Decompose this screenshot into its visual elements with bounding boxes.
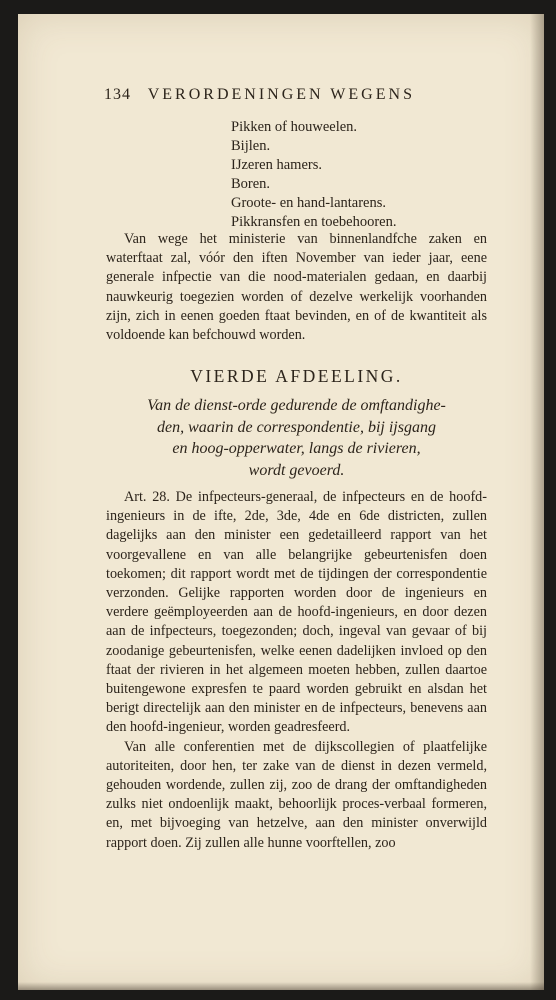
- list-item: Groote- en hand-lantarens.: [231, 195, 387, 211]
- page-bottom-edge: [18, 982, 544, 990]
- subtitle-line: en hoog-opperwater, langs de rivieren,: [172, 440, 421, 457]
- list-item: Pikken of houweelen.: [231, 119, 358, 135]
- article-28: [106, 488, 487, 853]
- list-item: Bijlen.: [231, 138, 271, 154]
- running-header: [104, 86, 484, 104]
- article-text: Art. 28. De infpecteurs-generaal, de infpecteurs en de hoofd-ingenieurs in de ifte, 2de, 3de, 4de en 6de districten, zullen dagelijks aan den minister een gedetailleerd rapport van het voorgevallene en van alle belangrijke gebeurtenisfen doen toekomen; dit rapport wordt met de tijdingen der correspondentie verzonden. Gelijke rapporten worden door de ingenieurs en verdere geëmployeerden aan de hoofd-ingenieurs, en door dezen aan de infpecteurs, toegezonden; doch, ingeval van gevaar of bij zoodanige gebeurtenisfen, welke eenen dadelijken invloed op den ftaat der rivieren in het algemeen moeten hebben, zullen daartoe buitengewone expresfen te paard worden gebruikt en alsdan het berigt directelijk aan den minister en de infpecteurs, benevens aan den hoofd-ingenieur, worden geadresfeerd.: [106, 489, 487, 736]
- list-item: IJzeren hamers.: [231, 157, 322, 173]
- running-head-title: VERORDENINGEN WEGENS: [147, 86, 415, 103]
- section-subtitle: [106, 395, 487, 481]
- conference-paragraph: Van alle conferentien met de dijkscollegien of plaatfelijke autoriteiten, door hen, ter zake van de dienst in dezen vermeld, gehouden wordende, zullen zij, zoo de drang der omftandigheden zulks niet ondoenlijk maakt, behoorlijk proces-verbaal formeren, en, met bijvoeging van hetzelve, aan den minister onverwijld rapport doen. Zij zullen alle hunne voorftellen, zoo: [106, 738, 487, 851]
- subtitle-line: Van de dienst-orde gedurende de omftandighe-: [147, 397, 446, 414]
- book-page: [18, 14, 544, 990]
- paragraph-text: Van wege het ministerie van binnenlandfche zaken en waterftaat zal, vóór den iften November van ieder jaar, eene generale infpectie van die nood-materialen gedaan, en daarbij nauwkeurig toegezien worden of dezelve werkelijk voorhanden zijn, zich in eenen goeden ftaat bevinden, en of de kwantiteit als voldoende kan befchouwd worden.: [106, 231, 487, 344]
- inspection-paragraph: [106, 230, 487, 345]
- subtitle-line: wordt gevoerd.: [248, 461, 345, 479]
- subtitle-line: den, waarin de correspondentie, bij ijsgang: [157, 418, 436, 436]
- section-heading: VIERDE AFDEELING.: [190, 366, 403, 386]
- page-number: 134: [104, 86, 131, 103]
- materials-list: [231, 118, 397, 232]
- list-item: Boren.: [231, 176, 271, 192]
- page-gutter-shadow: [530, 14, 544, 990]
- list-item: Pikkransfen en toebehooren.: [231, 214, 397, 230]
